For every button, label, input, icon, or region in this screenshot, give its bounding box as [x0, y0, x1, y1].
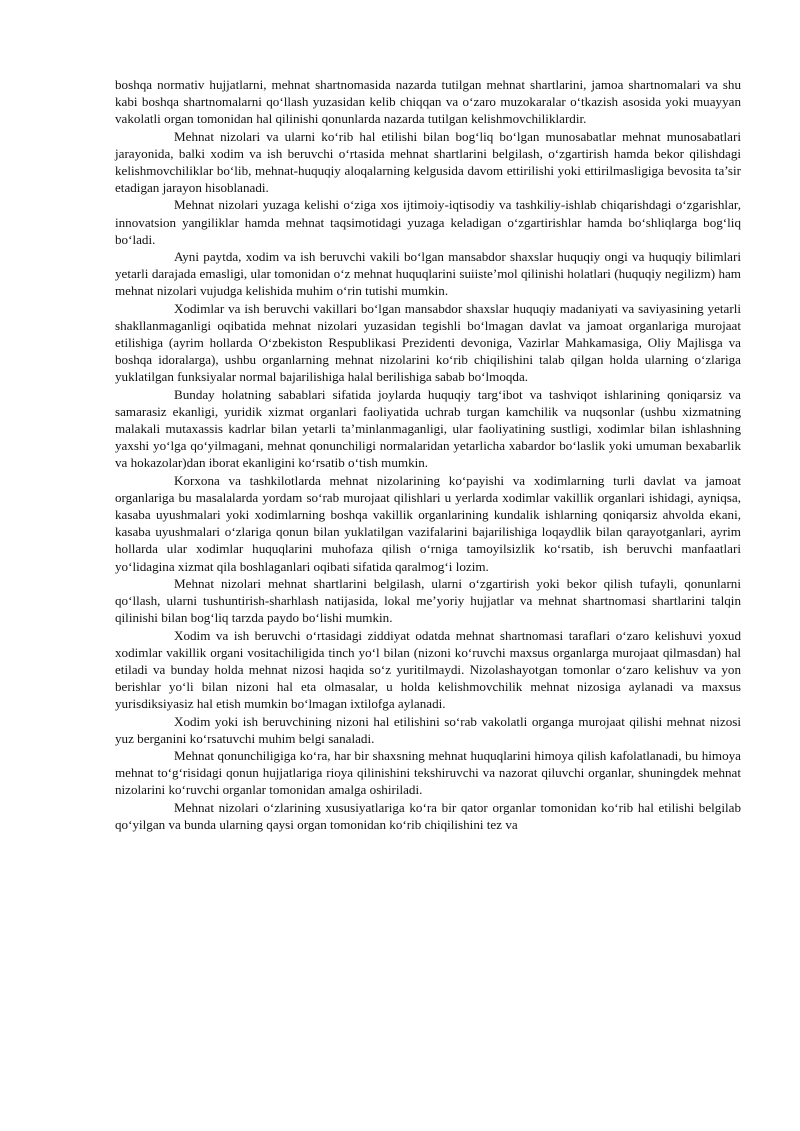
paragraph-12: Mehnat nizolari o‘zlarining xususiyatlariga ko‘ra bir qator organlar tomonidan ko‘rib hal etilishi belgilab qo‘yilgan va bunda ularning qaysi organ tomonidan ko‘rib chiqilishini tez va	[115, 799, 741, 832]
paragraph-7: Korxona va tashkilotlarda mehnat nizolarining ko‘payishi va xodimlarning turli davlat va jamoat organlariga bu masalalarda yordam so‘rab murojaat qilishlari u yerlarda xodimlar vakillik organlari ishidagi, ayniqsa, kasaba uyushmalari yoki xodimlarning boshqa vakillik organlarining kundalik ishlarning qoniqarsiz ahvolda ekani, kasaba uyushmalari o‘zlariga qonun bilan yuklatilgan vazifalarini bajarilishiga loqaydlik bilan qarayotganlari, ayrim hollarda ular xodimlar huquqlarini muhofaza qilish o‘rniga tamoyilsizlik ko‘rsatib, ish beruvchi manfaatlari yo‘lidagina xizmat qila boshlaganlari oqibati sifatida qaralmog‘i lozim.	[115, 472, 741, 574]
paragraph-6: Bunday holatning sabablari sifatida joylarda huquqiy targ‘ibot va tashviqot ishlarining qoniqarsiz va samarasiz ekanligi, yuridik xizmat organlari faoliyatida uchrab turgan kamchilik va nuqsonlar (ushbu xizmatning malakali mutaxassis kadrlar bilan yetarli ta’minlanmaganligi, ular faoliyatining sustligi, xodimlar bilan ishlashning yaxshi yo‘lga qo‘yilmagani, mehnat qonunchiligi normalaridan yetarlicha xabardor bo‘laslik yoki umuman bexabarlik va hokazolar)dan iborat ekanligini ko‘rsatib o‘tish mumkin.	[115, 386, 741, 471]
paragraph-11: Mehnat qonunchiligiga ko‘ra, har bir shaxsning mehnat huquqlarini himoya qilish kafolatlanadi, bu himoya mehnat to‘g‘risidagi qonun hujjatlariga rioya qilinishini tekshiruvchi va nazorat qiluvchi organlar, shuningdek mehnat nizolarini ko‘ruvchi organlar tomonidan amalga oshiriladi.	[115, 747, 741, 798]
paragraph-9: Xodim va ish beruvchi o‘rtasidagi ziddiyat odatda mehnat shartnomasi taraflari o‘zaro kelishuvi yoxud xodimlar vakillik organi vositachiligida tinch yo‘l bilan (nizoni ko‘ruvchi maxsus organlarga murojaat qilmasdan) hal etiladi va bunday holda mehnat nizosi haqida so‘z yuritilmaydi. Nizolashayotgan tomonlar o‘zaro kelishuv va yon berishlar yo‘li bilan nizoni hal eta olmasalar, u holda kelishmovchilik mehnat nizosiga aylanadi va maxsus yurisdiksiyasiz hal etish mumkin bo‘lmagan ixtilofga aylanadi.	[115, 627, 741, 712]
paragraph-8: Mehnat nizolari mehnat shartlarini belgilash, ularni o‘zgartirish yoki bekor qilish tufayli, qonunlarni qo‘llash, ularni tushuntirish-sharhlash natijasida, lokal me’yoriy hujjatlar va mehnat shartnomasi shartlarini talqin qilinishi bilan bog‘liq tarzda paydo bo‘lishi mumkin.	[115, 575, 741, 626]
document-page	[115, 76, 741, 833]
paragraph-10: Xodim yoki ish beruvchining nizoni hal etilishini so‘rab vakolatli organga murojaat qilishi mehnat nizosi yuz berganini ko‘rsatuvchi muhim belgi sanaladi.	[115, 713, 741, 746]
paragraph-2: Mehnat nizolari va ularni ko‘rib hal etilishi bilan bog‘liq bo‘lgan munosabatlar mehnat munosabatlari jarayonida, balki xodim va ish beruvchi o‘rtasida mehnat shartlarini belgilash, o‘zgartirish hamda bekor qilishdagi kelishmovchiliklar bo‘lib, mehnat-huquqiy aloqalarning kelgusida davom ettirilishi yoki ettirilmasligiga bevosita ta’sir etadigan jarayon hisoblanadi.	[115, 128, 741, 196]
paragraph-5: Xodimlar va ish beruvchi vakillari bo‘lgan mansabdor shaxslar huquqiy madaniyati va saviyasining yetarli shakllanmaganligi oqibatida mehnat nizolari yuzasidan tegishli bo‘lmagan davlat va jamoat organlariga murojaat etilishiga (ayrim hollarda O‘zbekiston Respublikasi Prezidenti devoniga, Vazirlar Mahkamasiga, Oliy Majlisga va boshqa idoralarga), ushbu organlarning mehnat nizolarini ko‘rib chiqilishini talab qilgan holda ularning o‘zlariga yuklatilgan funksiyalar normal bajarilishiga halal berilishiga sabab bo‘lmoqda.	[115, 300, 741, 385]
paragraph-1: boshqa normativ hujjatlarni, mehnat shartnomasida nazarda tutilgan mehnat shartlarini, jamoa shartnomalari va shu kabi boshqa shartnomalarni qo‘llash yuzasidan kelib chiqqan va o‘zaro muzokaralar o‘tkazish asosida yoki muayyan vakolatli organ tomonidan hal qilinishi qonunlarda nazarda tutilgan kelishmovchiliklardir.	[115, 77, 741, 127]
paragraph-4: Ayni paytda, xodim va ish beruvchi vakili bo‘lgan mansabdor shaxslar huquqiy ongi va huquqiy bilimlari yetarli darajada emasligi, ular tomonidan o‘z mehnat huquqlarini suiiste’mol qilinishi holatlari (huquqiy negilizm) ham mehnat nizolari vujudga kelishida muhim o‘rin tutishi mumkin.	[115, 249, 741, 299]
paragraph-3: Mehnat nizolari yuzaga kelishi o‘ziga xos ijtimoiy-iqtisodiy va tashkiliy-ishlab chiqarishdagi o‘zgarishlar, innovatsion yangiliklar hamda mehnat taqsimotidagi yuzaga keladigan o‘zgartirishlar hamda bo‘shliqlarga bog‘liq bo‘ladi.	[115, 197, 741, 247]
